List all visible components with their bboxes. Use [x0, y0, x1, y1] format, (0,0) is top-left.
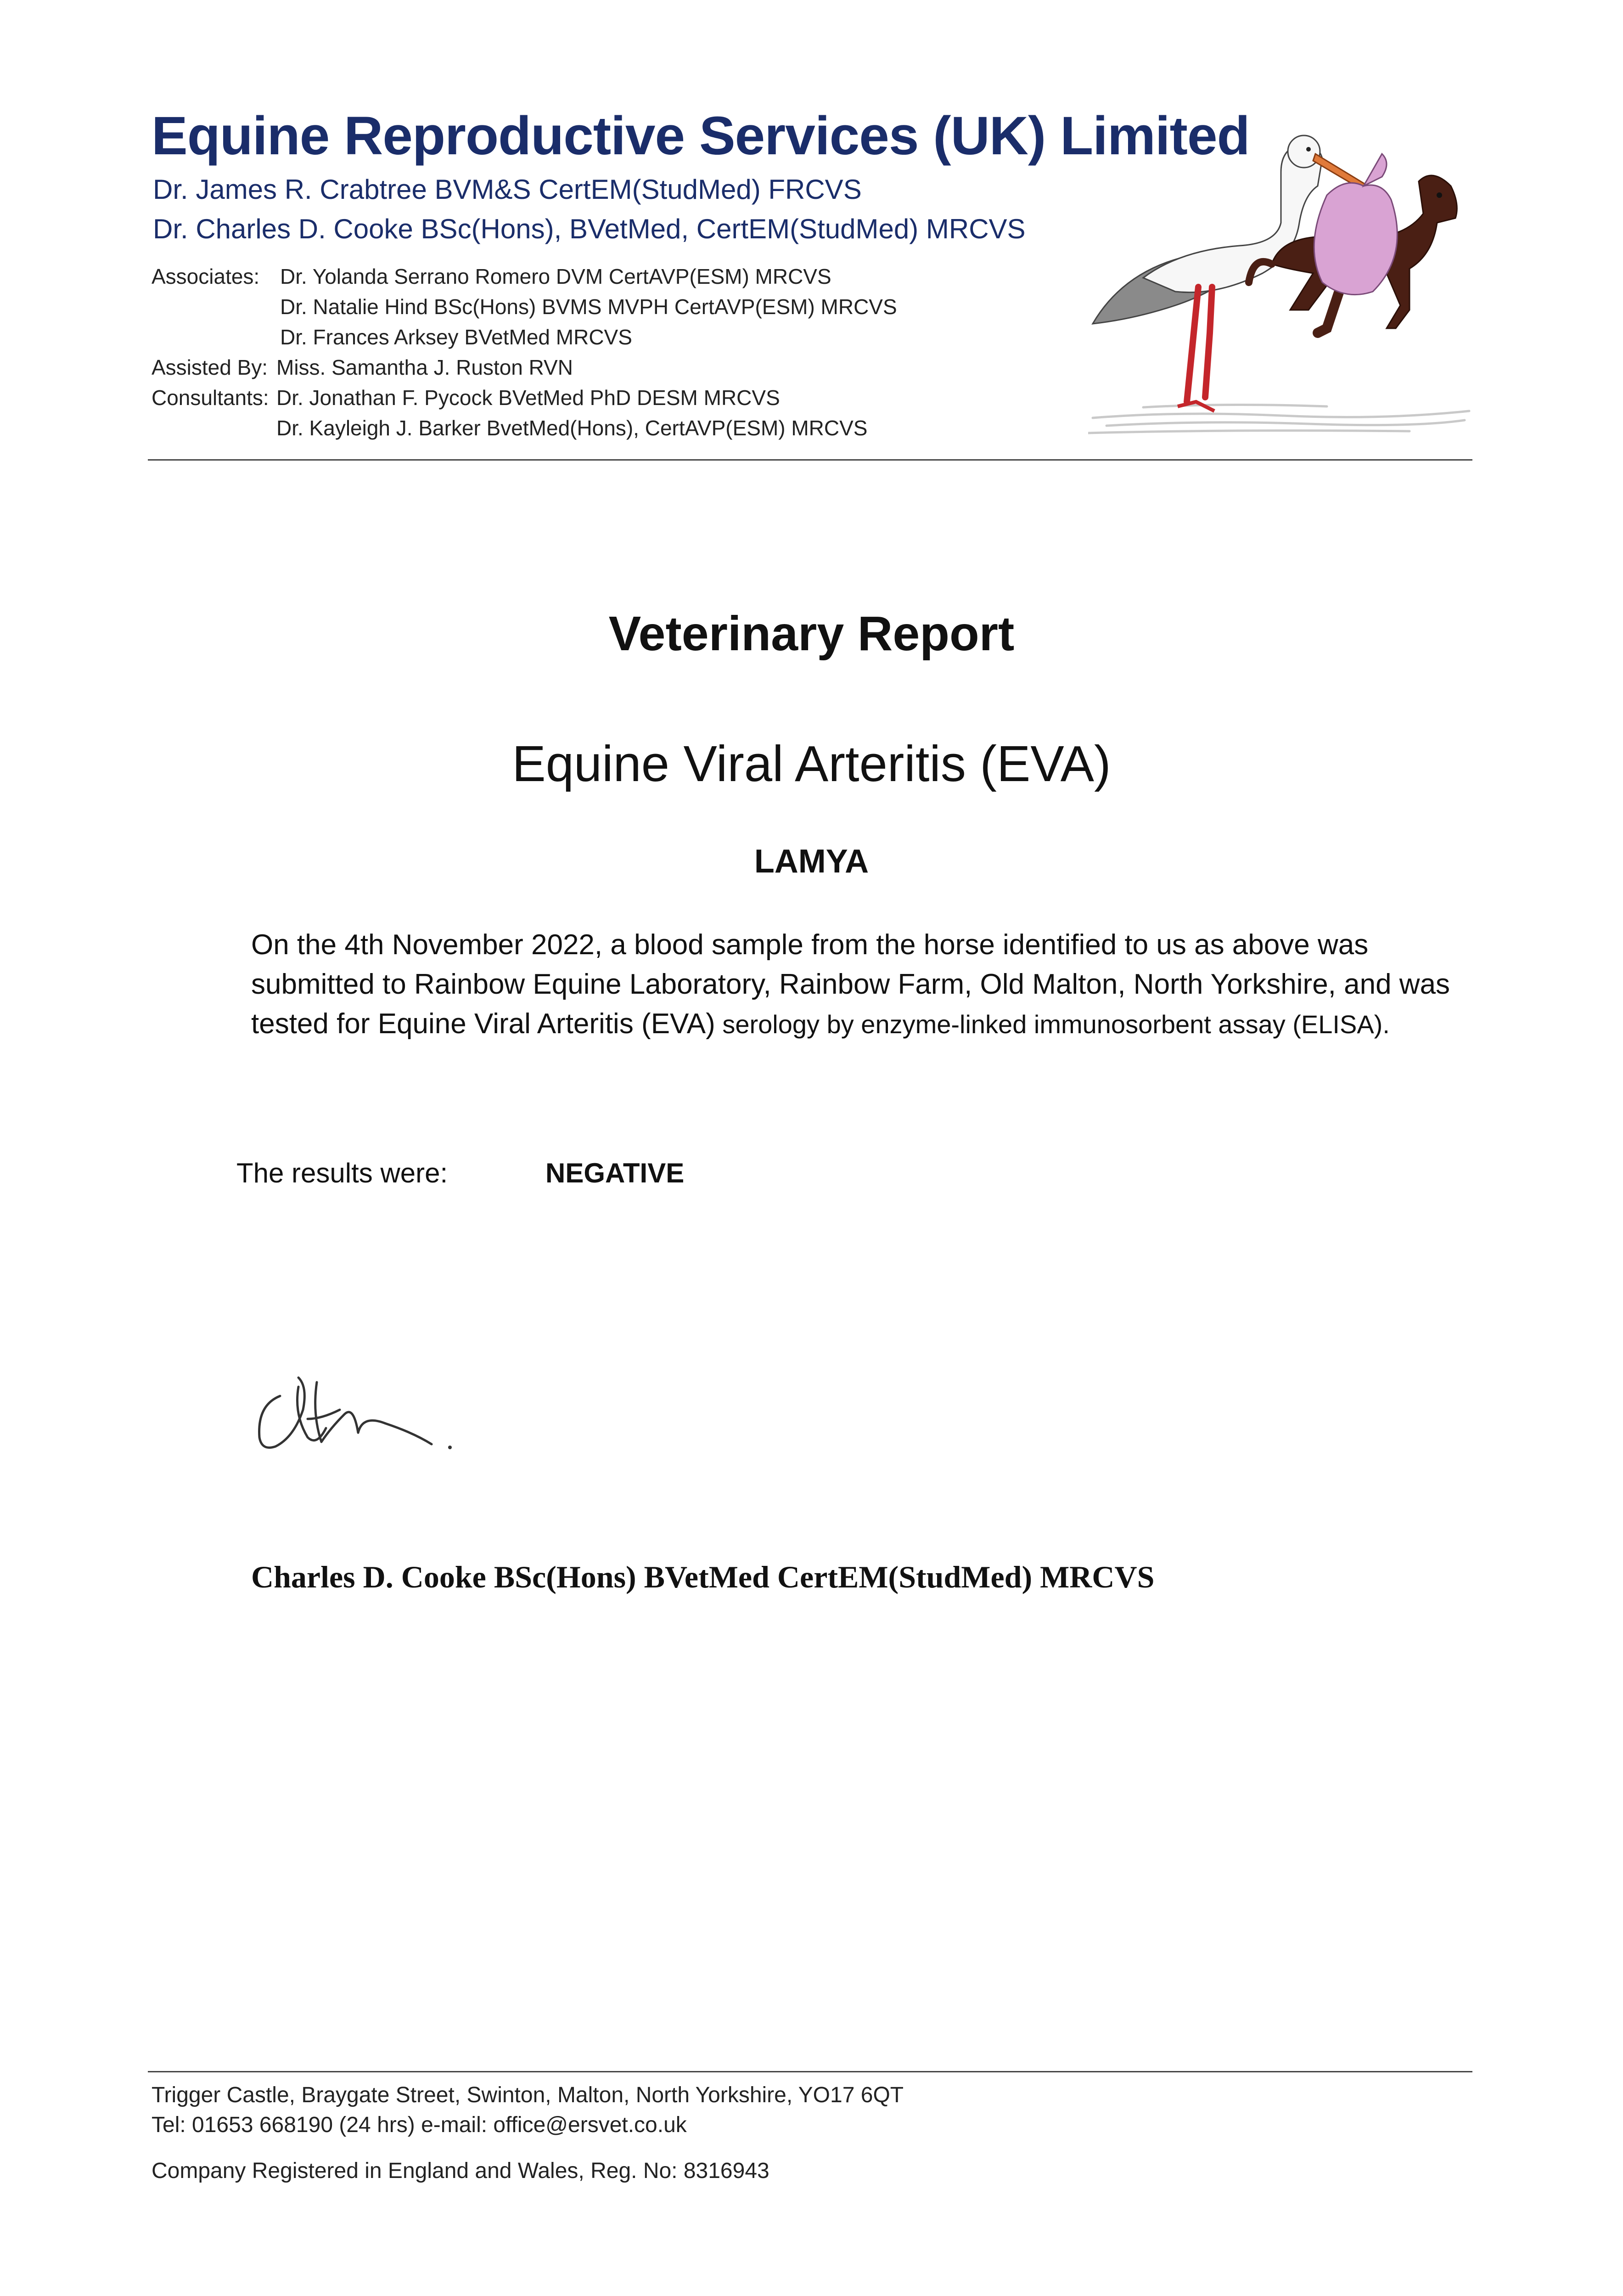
report-body — [251, 925, 1482, 1044]
report-title: Veterinary Report — [608, 607, 1015, 661]
footer-contact: Tel: 01653 668190 (24 hrs) e-mail: office@ersvet.co.uk — [152, 2113, 687, 2137]
report-body-main: On the 4th November 2022, a blood sample from the horse identified to us as above was submitted to Rainbow Equine Laboratory, Rainbow Farm, Old Malton, North Yorkshire, and was tested for Equine Viral Arteritis (EVA) — [251, 929, 1450, 1040]
staff-name: Miss. Samantha J. Ruston RVN — [276, 355, 573, 379]
footer-divider — [148, 2071, 1472, 2072]
staff-name: Dr. Natalie Hind BSc(Hons) BVMS MVPH CertAVP(ESM) MRCVS — [280, 295, 897, 319]
horse-name: LAMYA — [754, 843, 869, 880]
footer-address: Trigger Castle, Braygate Street, Swinton, Malton, North Yorkshire, YO17 6QT — [152, 2083, 904, 2107]
staff-label-assisted-by: Assisted By: — [152, 355, 268, 379]
results-value: NEGATIVE — [545, 1158, 685, 1188]
report-body-method: serology by enzyme-linked immunosorbent assay (ELISA). — [715, 1010, 1390, 1039]
staff-label-associates: Associates: — [152, 264, 260, 288]
results-label: The results were: — [236, 1158, 448, 1188]
header-divider — [148, 459, 1472, 461]
handwritten-signature-icon — [248, 1359, 468, 1469]
staff-label-consultants: Consultants: — [152, 386, 269, 410]
report-subtitle: Equine Viral Arteritis (EVA) — [512, 736, 1111, 792]
staff-name: Dr. Frances Arksey BVetMed MRCVS — [280, 325, 632, 349]
staff-name: Dr. Kayleigh J. Barker BvetMed(Hons), CertAVP(ESM) MRCVS — [276, 416, 868, 440]
principal-vet-1: Dr. James R. Crabtree BVM&S CertEM(StudMed) FRCVS — [153, 174, 862, 205]
stork-carrying-foal-icon — [1088, 117, 1474, 439]
footer-registration: Company Registered in England and Wales, Reg. No: 8316943 — [152, 2159, 769, 2183]
principal-vet-2: Dr. Charles D. Cooke BSc(Hons), BVetMed, CertEM(StudMed) MRCVS — [153, 214, 1026, 244]
staff-name: Dr. Jonathan F. Pycock BVetMed PhD DESM MRCVS — [276, 386, 780, 410]
company-name: Equine Reproductive Services (UK) Limited — [152, 106, 1250, 166]
staff-name: Dr. Yolanda Serrano Romero DVM CertAVP(ESM) MRCVS — [280, 264, 831, 288]
signatory-name: Charles D. Cooke BSc(Hons) BVetMed CertEM(StudMed) MRCVS — [251, 1559, 1155, 1594]
